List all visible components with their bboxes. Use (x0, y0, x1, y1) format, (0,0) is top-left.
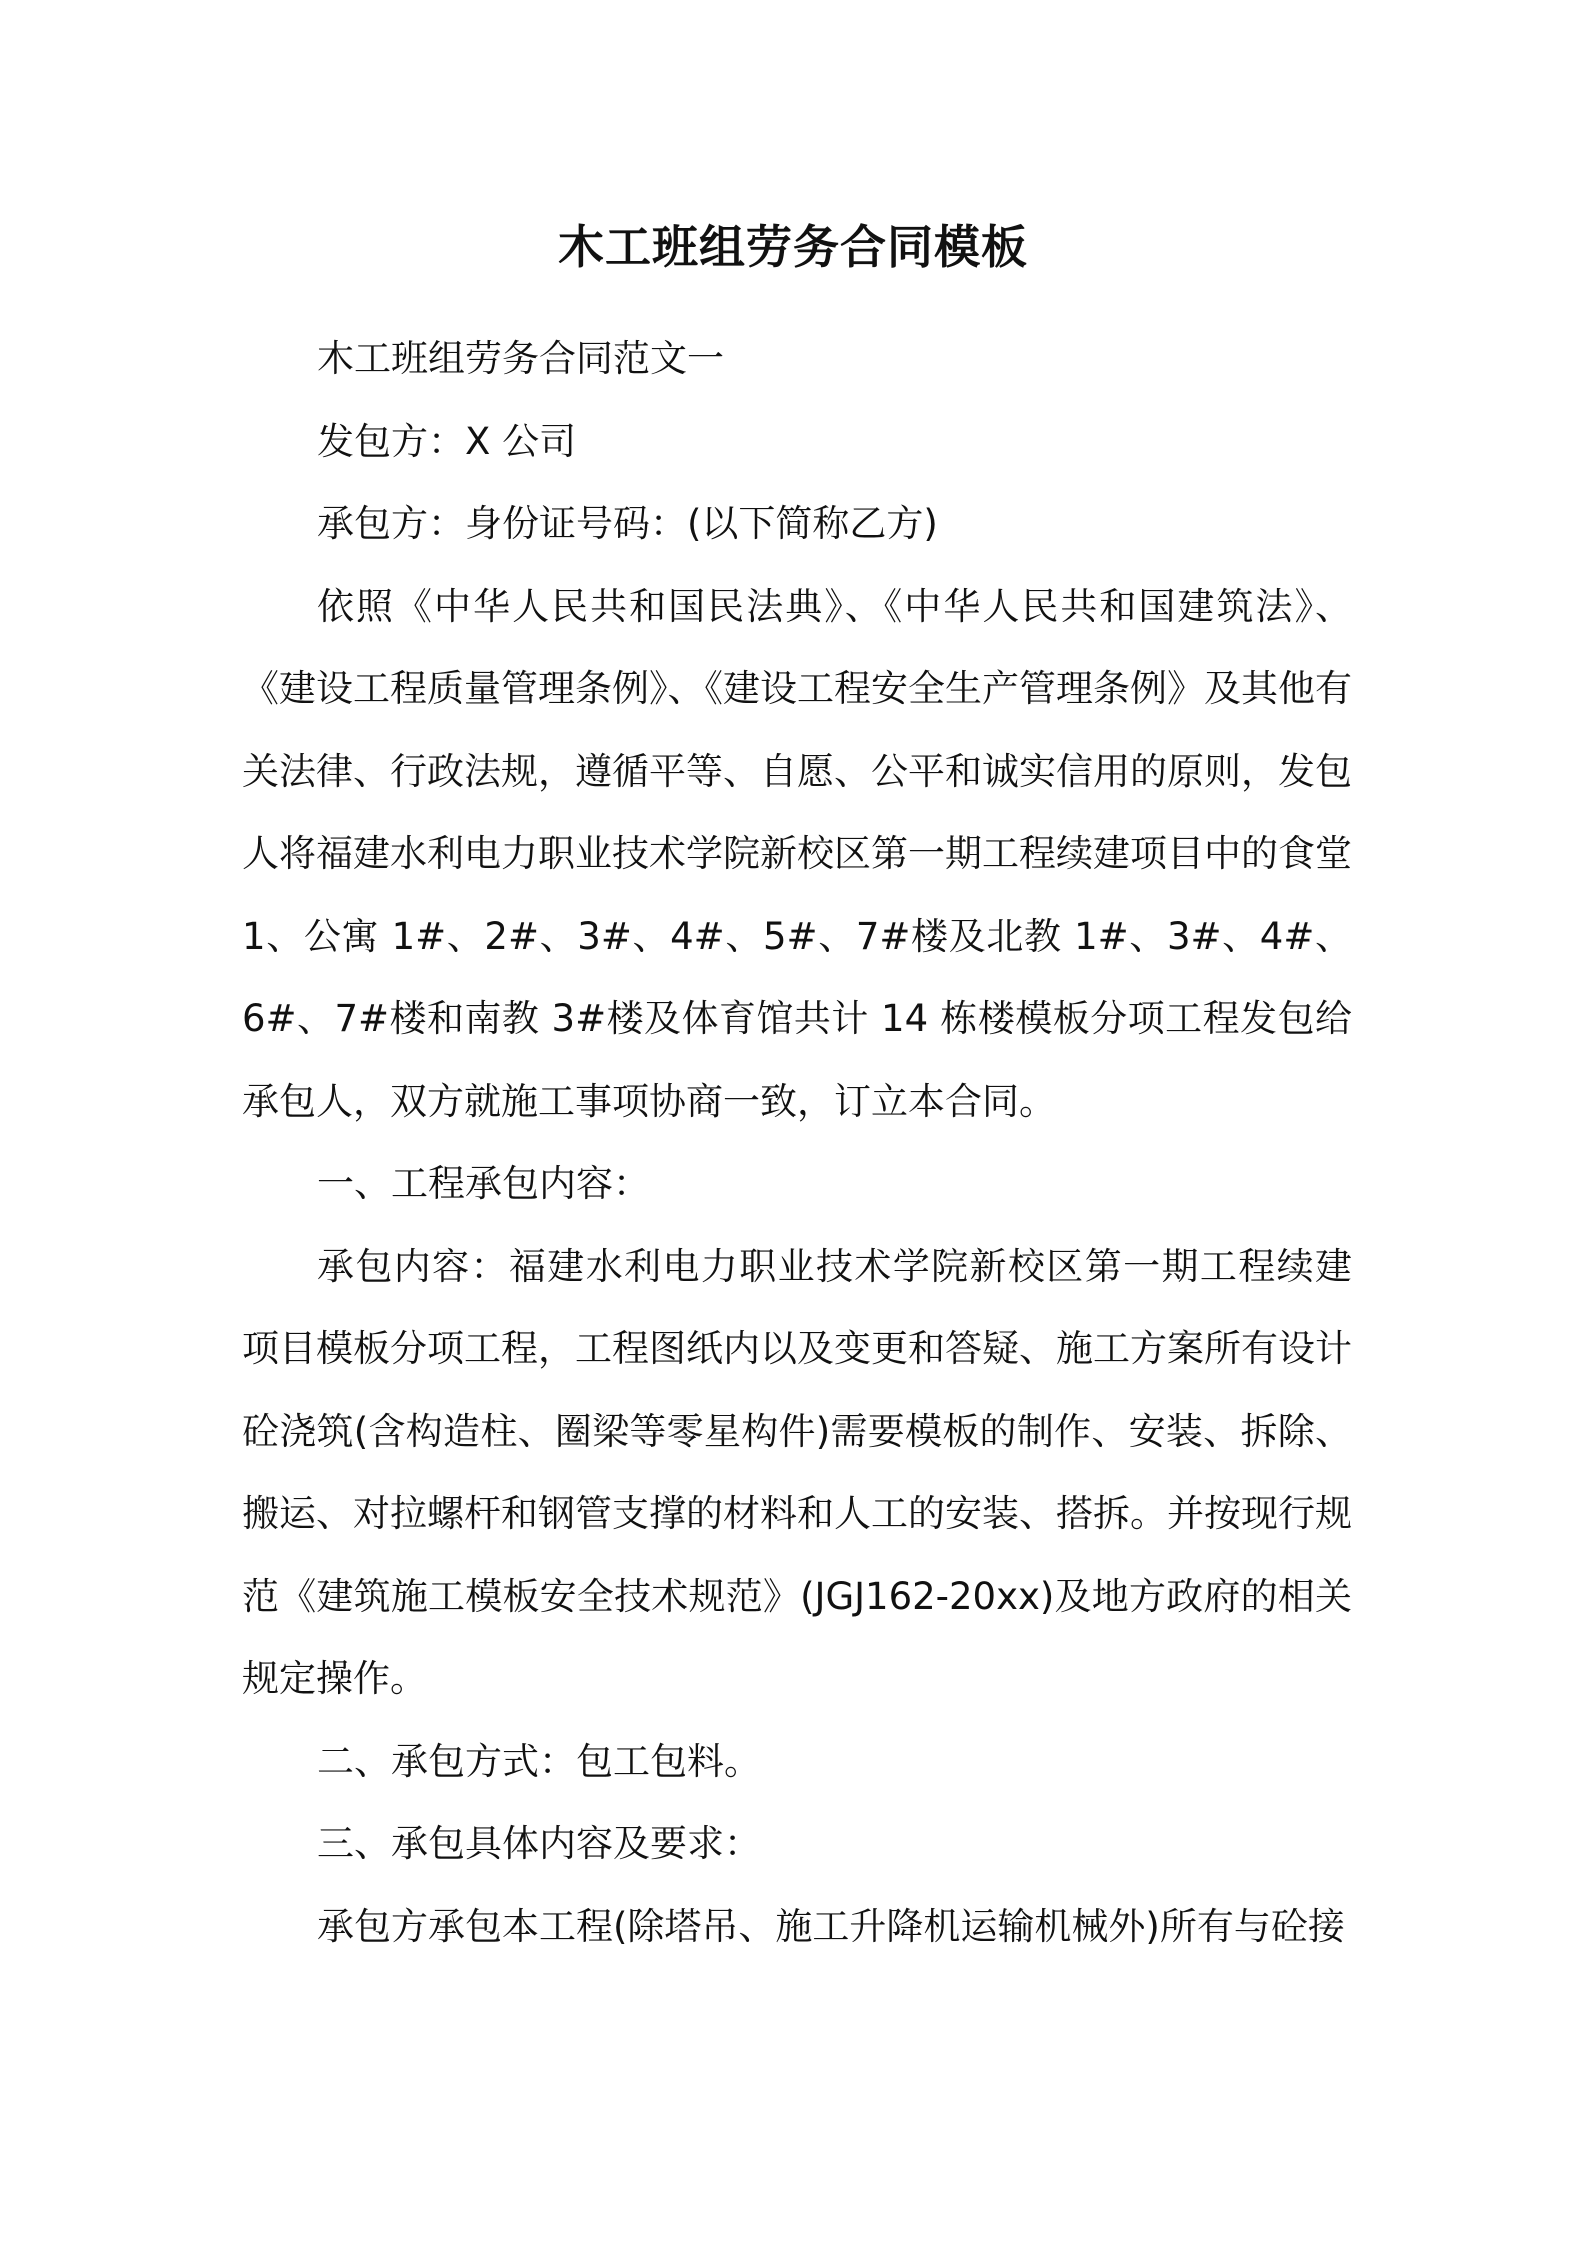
paragraph-subtitle: 木工班组劳务合同范文一 (317, 337, 724, 380)
paragraph-contractor: 发包方：X 公司 (317, 419, 577, 463)
paragraph-scope: 承包内容：福建水利电力职业技术学院新校区第一期工程续建项目模板分项工程，工程图纸内以及变更和答疑、施工方案所有设计砼浇筑(含构造柱、圈梁等零星构件)需要模板的制作、安装、拆除、搬运、对拉螺杆和钢管支撑的材料和人工的安装、搭拆。并按现行规范《建筑施工模板安全技术规范》(JGJ162-20xx)及地方政府的相关规定操作。 (242, 1244, 1352, 1700)
document-title: 木工班组劳务合同模板 (558, 220, 1028, 274)
section-heading-1: 一、工程承包内容： (317, 1162, 650, 1205)
paragraph-legal-basis: 依照《中华人民共和国民法典》、《中华人民共和国建筑法》、《建设工程质量管理条例》、《建设工程安全生产管理条例》及其他有关法律、行政法规，遵循平等、自愿、公平和诚实信用的原则，发包人将福建水利电力职业技术学院新校区第一期工程续建项目中的食堂 1、公寓 1#、2#、3#、4#、5#、7#楼及北教 1#、3#、4#、6#、7#楼和南教 3#楼及体育馆共计 14 栋楼模板分项工程发包给承包人，双方就施工事项协商一致，订立本合同。 (242, 584, 1352, 1123)
paragraph-requirements: 承包方承包本工程(除塔吊、施工升降机运输机械外)所有与砼接 (317, 1904, 1345, 1948)
paragraph-subcontractor: 承包方：身份证号码：(以下简称乙方) (317, 502, 938, 545)
document-body (242, 318, 1352, 1968)
section-heading-2: 二、承包方式：包工包料。 (317, 1739, 761, 1783)
section-heading-3: 三、承包具体内容及要求： (317, 1822, 761, 1865)
